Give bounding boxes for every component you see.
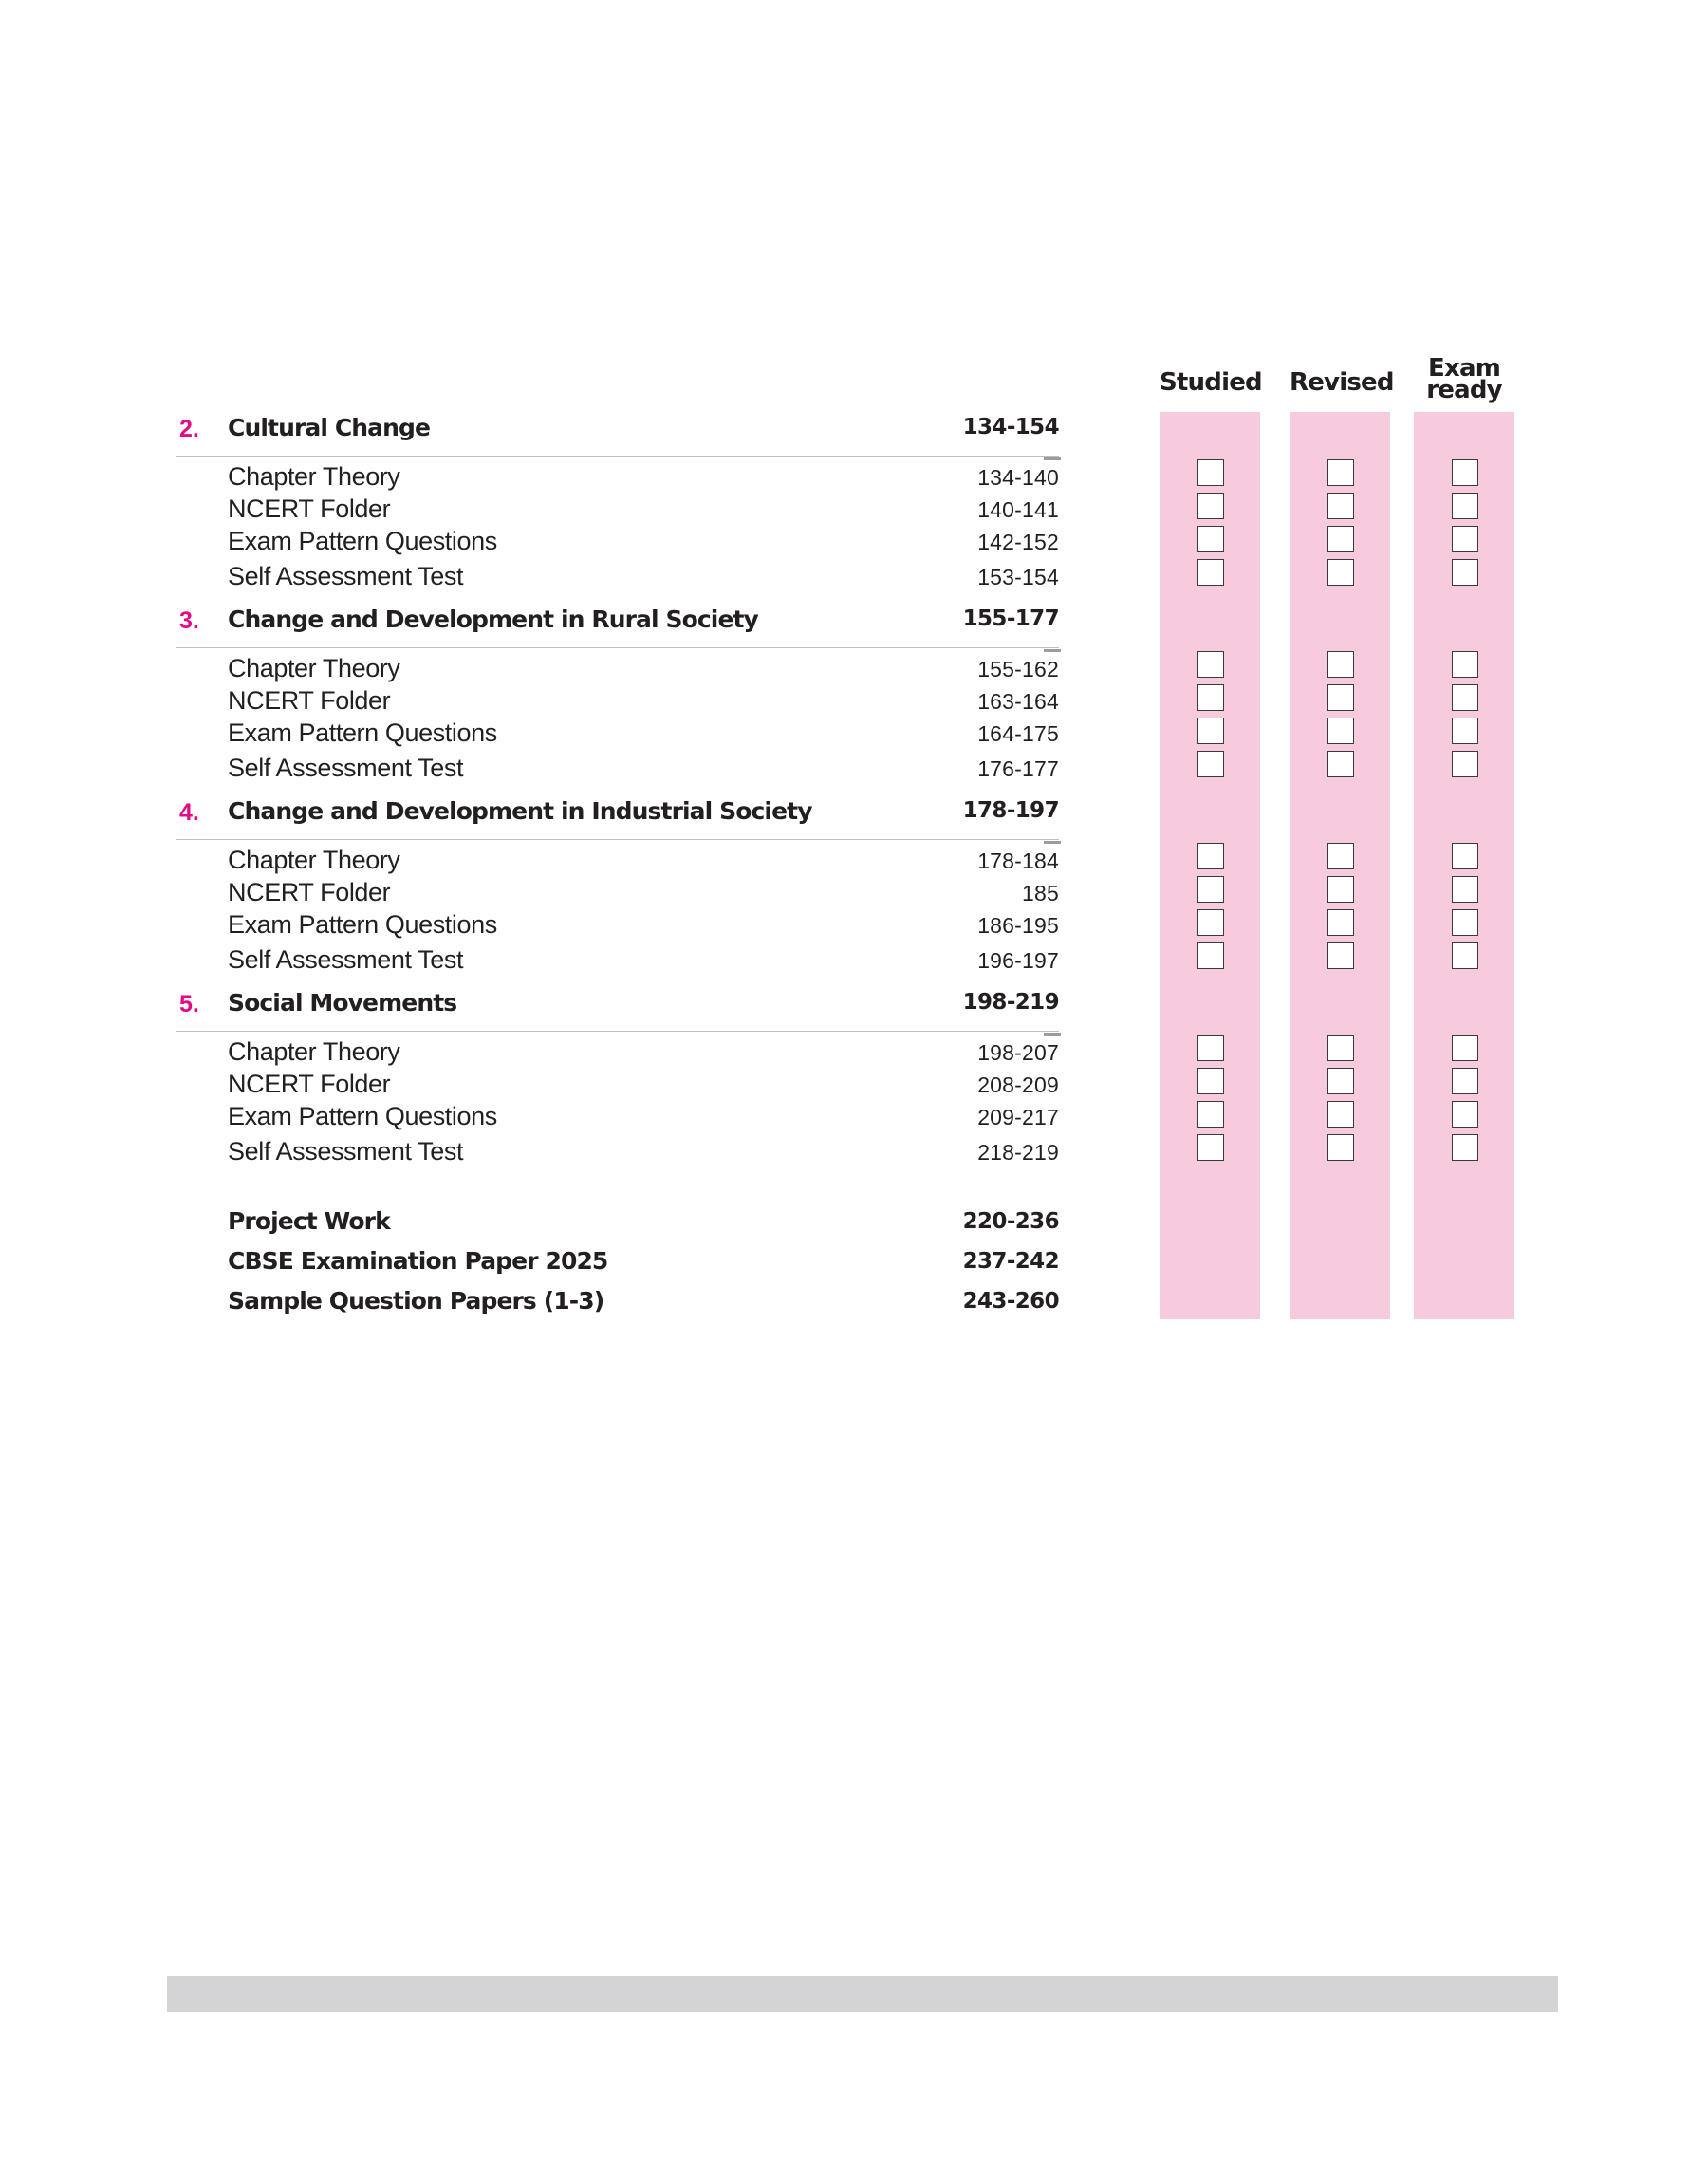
chapter-title: Social Movements [228, 989, 457, 1017]
exam-ready-checkbox[interactable] [1452, 942, 1478, 969]
toc-item-pages: 186-195 [977, 913, 1059, 938]
revised-checkbox[interactable] [1327, 459, 1354, 486]
exam-ready-checkbox[interactable] [1452, 1035, 1478, 1061]
revised-checkbox[interactable] [1327, 909, 1354, 936]
exam-ready-checkbox[interactable] [1452, 526, 1478, 552]
toc-item-label: Exam Pattern Questions [228, 1102, 497, 1130]
toc-item [228, 846, 1059, 878]
toc-item [228, 686, 1059, 718]
studied-checkbox[interactable] [1197, 909, 1224, 936]
chapter-pages: 155-177 [962, 606, 1059, 631]
exam-ready-checkbox[interactable] [1452, 876, 1478, 903]
revised-checkbox[interactable] [1327, 1101, 1354, 1128]
studied-checkbox[interactable] [1197, 751, 1224, 777]
toc-item [228, 945, 1059, 978]
toc-extra-item [228, 1287, 1059, 1321]
toc-extra-item [228, 1207, 1059, 1241]
toc-item-pages: 163-164 [977, 689, 1059, 714]
chapter-title: Change and Development in Industrial Society [228, 797, 812, 825]
exam-ready-checkbox[interactable] [1452, 559, 1478, 586]
toc-item-label: Self Assessment Test [228, 945, 464, 974]
exam-ready-checkbox[interactable] [1452, 843, 1478, 869]
toc-item-pages: 164-175 [977, 721, 1059, 746]
chapter-title: Cultural Change [228, 414, 431, 441]
studied-checkbox[interactable] [1197, 1035, 1224, 1061]
chapter-number: 5. [179, 991, 199, 1017]
exam-ready-checkbox[interactable] [1452, 684, 1478, 711]
chapter-heading [176, 793, 1059, 840]
chapter-heading [176, 602, 1059, 648]
footer-bar [167, 1976, 1558, 2012]
toc-item-pages: 209-217 [977, 1105, 1059, 1129]
toc-item [228, 462, 1059, 494]
toc-extra-pages: 237-242 [962, 1249, 1059, 1274]
studied-checkbox[interactable] [1197, 1134, 1224, 1161]
studied-checkbox[interactable] [1197, 526, 1224, 552]
exam-ready-checkbox[interactable] [1452, 751, 1478, 777]
studied-checkbox[interactable] [1197, 876, 1224, 903]
toc-item-pages: 155-162 [977, 657, 1059, 681]
toc-extra-label: CBSE Examination Paper 2025 [228, 1247, 608, 1275]
toc-item-pages: 134-140 [977, 465, 1059, 490]
revised-checkbox[interactable] [1327, 684, 1354, 711]
chapter-number: 4. [179, 799, 199, 826]
revised-checkbox[interactable] [1327, 942, 1354, 969]
exam-ready-checkbox[interactable] [1452, 1068, 1478, 1094]
chapter-number: 3. [179, 607, 199, 634]
exam-ready-checkbox[interactable] [1452, 459, 1478, 486]
chapter-number: 2. [179, 416, 199, 442]
exam-ready-heading-line1: Exam [1428, 354, 1500, 382]
exam-ready-checkbox[interactable] [1452, 718, 1478, 744]
toc-item [228, 1037, 1059, 1070]
toc-item [228, 527, 1059, 559]
chapter-pages: 178-197 [962, 798, 1059, 823]
toc-item-label: NCERT Folder [228, 494, 391, 523]
studied-checkbox[interactable] [1197, 942, 1224, 969]
toc-item [228, 494, 1059, 527]
studied-checkbox[interactable] [1197, 684, 1224, 711]
toc-extra-item [228, 1247, 1059, 1281]
exam-ready-checkbox[interactable] [1452, 1134, 1478, 1161]
toc-item-pages: 176-177 [977, 756, 1059, 781]
revised-checkbox[interactable] [1327, 718, 1354, 744]
toc-item-label: NCERT Folder [228, 686, 391, 715]
chapter-heading [176, 410, 1059, 457]
toc-item-label: NCERT Folder [228, 878, 391, 906]
toc-item-label: Exam Pattern Questions [228, 910, 497, 939]
chapter-pages: 134-154 [962, 415, 1059, 439]
toc-item [228, 654, 1059, 686]
revised-checkbox[interactable] [1327, 876, 1354, 903]
exam-ready-checkbox[interactable] [1452, 909, 1478, 936]
studied-column-heading: Studied [1160, 368, 1262, 397]
toc-extra-pages: 220-236 [962, 1209, 1059, 1234]
toc-item-label: Self Assessment Test [228, 562, 464, 590]
toc-item-label: Self Assessment Test [228, 754, 464, 782]
toc-item [228, 1070, 1059, 1102]
toc-item-pages: 153-154 [977, 565, 1059, 589]
toc-item-pages: 196-197 [977, 948, 1059, 973]
toc-extra-pages: 243-260 [962, 1289, 1059, 1314]
revised-column-heading: Revised [1290, 368, 1394, 397]
studied-checkbox[interactable] [1197, 559, 1224, 586]
studied-checkbox[interactable] [1197, 1101, 1224, 1128]
divider-tick [1044, 841, 1061, 844]
exam-ready-heading-line2: ready [1426, 376, 1502, 404]
exam-ready-checkbox[interactable] [1452, 651, 1478, 678]
revised-checkbox[interactable] [1327, 559, 1354, 586]
toc-item [228, 910, 1059, 942]
toc-item-label: NCERT Folder [228, 1070, 391, 1098]
toc-item [228, 718, 1059, 751]
studied-checkbox[interactable] [1197, 1068, 1224, 1094]
chapter-title: Change and Development in Rural Society [228, 606, 758, 633]
studied-checkbox[interactable] [1197, 459, 1224, 486]
studied-checkbox[interactable] [1197, 843, 1224, 869]
studied-checkbox[interactable] [1197, 493, 1224, 519]
exam-ready-checkbox[interactable] [1452, 1101, 1478, 1128]
revised-checkbox[interactable] [1327, 1035, 1354, 1061]
revised-checkbox[interactable] [1327, 526, 1354, 552]
toc-extra-label: Sample Question Papers (1-3) [228, 1287, 604, 1315]
toc-item-pages: 218-219 [977, 1140, 1059, 1165]
divider-tick [1044, 1033, 1061, 1036]
studied-checkbox[interactable] [1197, 718, 1224, 744]
toc-item-pages: 198-207 [977, 1040, 1059, 1065]
chapter-heading [176, 985, 1059, 1032]
toc-item-label: Exam Pattern Questions [228, 718, 497, 747]
toc-item-label: Chapter Theory [228, 654, 400, 682]
toc-item-pages: 142-152 [977, 530, 1059, 554]
toc-item-label: Self Assessment Test [228, 1137, 464, 1166]
divider-tick [1044, 457, 1061, 460]
revised-checkbox[interactable] [1327, 493, 1354, 519]
toc-item-pages: 208-209 [977, 1073, 1059, 1097]
revised-checkbox[interactable] [1327, 1068, 1354, 1094]
toc-item [228, 754, 1059, 786]
studied-checkbox[interactable] [1197, 651, 1224, 678]
divider-tick [1044, 649, 1061, 652]
toc-extra-label: Project Work [228, 1207, 390, 1235]
toc-item [228, 878, 1059, 910]
toc-item-label: Chapter Theory [228, 462, 400, 491]
exam-ready-checkbox[interactable] [1452, 493, 1478, 519]
toc-item [228, 562, 1059, 594]
toc-item-label: Chapter Theory [228, 846, 400, 874]
toc-item-pages: 185 [1022, 881, 1059, 905]
toc-item [228, 1102, 1059, 1134]
revised-checkbox[interactable] [1327, 751, 1354, 777]
toc-item-pages: 140-141 [977, 497, 1059, 522]
toc-item-pages: 178-184 [977, 849, 1059, 873]
toc-item-label: Chapter Theory [228, 1037, 400, 1066]
revised-checkbox[interactable] [1327, 1134, 1354, 1161]
revised-checkbox[interactable] [1327, 651, 1354, 678]
chapter-pages: 198-219 [962, 990, 1059, 1015]
toc-item [228, 1137, 1059, 1169]
revised-checkbox[interactable] [1327, 843, 1354, 869]
toc-item-label: Exam Pattern Questions [228, 527, 497, 555]
